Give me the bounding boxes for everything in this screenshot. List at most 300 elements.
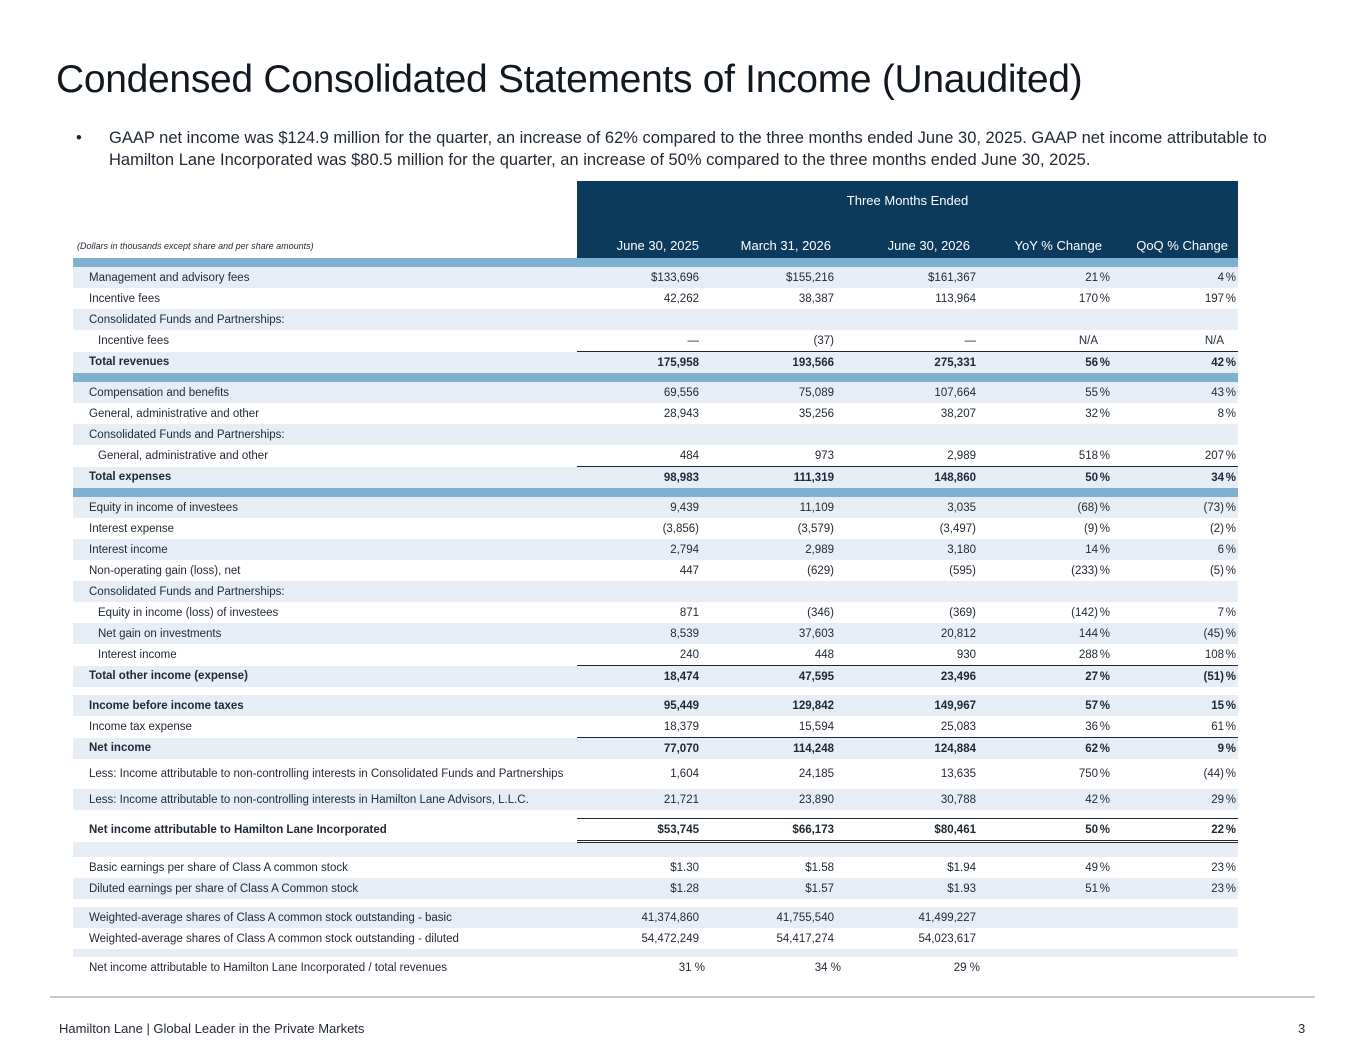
percent-wrap: [1211, 387, 1236, 399]
percent-wrap: [1079, 768, 1110, 780]
units-note: (Dollars in thousands except share and per share amounts): [77, 241, 314, 251]
percent-sign: %: [1099, 793, 1110, 806]
percent-value: 170: [1078, 292, 1098, 305]
value-cell: $1.58: [805, 861, 834, 874]
value-cell: 98,983: [577, 467, 705, 489]
percent-wrap: [1205, 335, 1236, 347]
percent-wrap: [1085, 883, 1110, 895]
row-label: Consolidated Funds and Partnerships:: [73, 581, 577, 602]
value-cell: 38,207: [940, 407, 976, 420]
percent-wrap: [1211, 357, 1236, 369]
percent-wrap: [1205, 450, 1236, 462]
row-label: Interest expense: [89, 522, 175, 535]
yoy-change-cell: [980, 445, 1112, 467]
section-subheader-row: [73, 309, 1238, 330]
value-cell: 973: [814, 449, 834, 462]
table-row: [73, 560, 1238, 581]
percent-wrap: [1085, 408, 1110, 420]
percent-wrap: [1211, 700, 1236, 712]
percent-wrap: [1204, 768, 1236, 780]
value-cell: 8,539: [577, 623, 705, 644]
value-cell: —: [687, 334, 699, 347]
qoq-change-cell: [1112, 907, 1238, 928]
value-cell: 41,499,227: [841, 907, 980, 928]
percent-wrap: [1204, 671, 1236, 683]
percent-value: (9): [1083, 522, 1098, 535]
value-cell: $1.57: [705, 878, 841, 899]
value-cell: (595): [949, 564, 976, 577]
value-cell: 3,035: [841, 497, 980, 518]
value-cell: 23,496: [841, 666, 980, 688]
percent-sign: %: [1225, 606, 1236, 619]
footer-text: Hamilton Lane | Global Leader in the Private Markets: [59, 1021, 365, 1036]
percent-value: (5): [1209, 564, 1224, 577]
row-label: Total other income (expense): [73, 666, 577, 688]
percent-sign: %: [1099, 768, 1110, 780]
row-label: Equity in income (loss) of investees: [98, 606, 279, 619]
qoq-change-cell: [1112, 957, 1238, 978]
table-row: [73, 738, 1238, 760]
table-row: [73, 330, 1238, 352]
percent-value: 56: [1085, 356, 1098, 369]
value-cell: 2,989: [705, 539, 841, 560]
value-cell: 111,319: [705, 467, 841, 489]
percent-value: 288: [1078, 648, 1098, 661]
row-label: Interest income: [98, 648, 177, 661]
section-subheader-row: [73, 581, 1238, 602]
percent-wrap: [1085, 862, 1110, 874]
row-label: Net income attributable to Hamilton Lane Incorporated / total revenues: [89, 961, 447, 974]
percent-value: 29: [1211, 793, 1224, 806]
qoq-change-cell: [1112, 819, 1238, 842]
percent-value: 50: [1085, 471, 1098, 484]
percent-wrap: [1085, 794, 1110, 806]
value-cell: (629): [807, 564, 834, 577]
percent-sign: %: [1225, 648, 1236, 661]
value-cell: 447: [679, 564, 699, 577]
value-cell: 35,256: [798, 407, 834, 420]
yoy-change-cell: [980, 666, 1112, 688]
value-cell: [577, 424, 705, 445]
yoy-change-cell: [980, 288, 1112, 309]
value-cell: $66,173: [705, 819, 841, 842]
percent-sign: %: [1099, 449, 1110, 462]
percent-value: (51): [1203, 670, 1224, 683]
percent-value: (233): [1071, 564, 1098, 577]
qoq-change-cell: [1112, 539, 1238, 560]
row-label: Net gain on investments: [73, 623, 577, 644]
qoq-change-cell: [1112, 309, 1238, 330]
value-cell: $1.28: [577, 878, 705, 899]
value-cell: 113,964: [935, 292, 976, 305]
yoy-change-cell: [980, 267, 1112, 288]
percent-wrap: [1079, 450, 1110, 462]
value-cell: 2,794: [577, 539, 705, 560]
income-statement-table: [73, 181, 1238, 978]
percent-wrap: [1085, 671, 1110, 683]
percent-value: (44): [1203, 768, 1224, 780]
section-band: [73, 373, 1238, 382]
qoq-change-cell: [1112, 644, 1238, 666]
percent-sign: %: [1225, 882, 1236, 895]
spacer-row: [73, 899, 1238, 907]
yoy-change-cell: [980, 581, 1112, 602]
page-number: 3: [1298, 1021, 1306, 1036]
yoy-change-cell: [980, 309, 1112, 330]
percent-wrap: [1210, 523, 1236, 535]
value-cell: 25,083: [940, 720, 976, 733]
summary-bullets: [76, 127, 1326, 171]
yoy-change-cell: [980, 907, 1112, 928]
percent-sign: %: [1225, 720, 1236, 733]
percent-sign: %: [1225, 292, 1236, 305]
value-cell: 77,070: [577, 738, 705, 760]
percent-value: (2): [1209, 522, 1224, 535]
percent-value: N/A: [1204, 334, 1224, 347]
percent-sign: %: [1225, 699, 1236, 712]
percent-sign: %: [1099, 720, 1110, 733]
table-row: [73, 928, 1238, 949]
percent-sign: %: [1225, 793, 1236, 806]
value-cell: 448: [814, 648, 834, 661]
percent-wrap: [1204, 502, 1236, 514]
row-label: Income tax expense: [89, 720, 192, 733]
yoy-change-cell: [980, 857, 1112, 878]
percent-sign: %: [1099, 670, 1110, 683]
row-label: Weighted-average shares of Class A common stock outstanding - diluted: [89, 932, 459, 945]
percent-wrap: [1218, 743, 1236, 755]
value-cell: 69,556: [577, 382, 705, 403]
value-cell: 28,943: [663, 407, 699, 420]
table-row: [73, 602, 1238, 623]
yoy-change-cell: [980, 789, 1112, 810]
percent-value: 32: [1085, 407, 1098, 420]
percent-value: 15: [1211, 699, 1224, 712]
qoq-change-cell: [1112, 467, 1238, 489]
qoq-change-cell: [1112, 497, 1238, 518]
percent-value: 9: [1217, 742, 1224, 755]
bullet-text: GAAP net income was $124.9 million for the quarter, an increase of 62% compared to the three months ended June 30, 2025. GAAP net income attributable to Hamilton Lane Incorporated was $80.5 million for the quarter, an increase of 50% compared to the three months ended June 30, 2025.: [109, 129, 1267, 169]
percent-wrap: [1085, 544, 1110, 556]
percent-wrap: [1218, 544, 1236, 556]
percent-value: 57: [1085, 699, 1098, 712]
yoy-change-cell: [980, 424, 1112, 445]
yoy-change-cell: [980, 759, 1112, 789]
value-cell: $161,367: [841, 267, 980, 288]
row-label: Net income attributable to Hamilton Lane Incorporated: [89, 824, 387, 836]
percent-sign: %: [1225, 670, 1236, 683]
value-cell: 34 %: [814, 961, 841, 974]
percent-sign: [1098, 335, 1110, 347]
percent-sign: [1224, 335, 1236, 347]
column-header: QoQ % Change: [1112, 217, 1238, 258]
percent-wrap: [1205, 293, 1236, 305]
qoq-change-cell: [1112, 738, 1238, 760]
qoq-change-cell: [1112, 581, 1238, 602]
percent-sign: %: [1225, 522, 1236, 535]
value-cell: $80,461: [841, 819, 980, 842]
table-row: [73, 288, 1238, 309]
qoq-change-cell: [1112, 518, 1238, 539]
percent-wrap: [1084, 523, 1110, 535]
value-cell: 54,417,274: [776, 932, 834, 945]
percent-sign: %: [1099, 407, 1110, 420]
table-row: [73, 857, 1238, 878]
percent-value: (68): [1077, 501, 1098, 514]
row-label: Consolidated Funds and Partnerships:: [73, 424, 577, 445]
value-cell: [705, 424, 841, 445]
value-cell: [705, 309, 841, 330]
yoy-change-cell: [980, 738, 1112, 760]
percent-value: 42: [1085, 793, 1098, 806]
percent-sign: %: [1225, 407, 1236, 420]
percent-sign: %: [1225, 861, 1236, 874]
row-label: Less: Income attributable to non-controlling interests in Consolidated Funds and Partnerships: [89, 768, 564, 780]
value-cell: 871: [679, 606, 699, 619]
percent-wrap: [1211, 883, 1236, 895]
spacer-cell: [73, 949, 1238, 957]
value-cell: 193,566: [705, 352, 841, 374]
percent-sign: %: [1225, 271, 1236, 284]
percent-wrap: [1218, 272, 1236, 284]
value-cell: 275,331: [841, 352, 980, 374]
value-cell: (346): [807, 606, 834, 619]
value-cell: [577, 581, 705, 602]
percent-sign: %: [1099, 648, 1110, 661]
row-label: Less: Income attributable to non-controlling interests in Hamilton Lane Advisors, L.L.C.: [73, 789, 577, 810]
spacer-row: [73, 949, 1238, 957]
footer-divider: [50, 996, 1315, 998]
value-cell: $133,696: [577, 267, 705, 288]
table-group-header-row: [73, 181, 1238, 217]
spacer-row: [73, 687, 1238, 695]
row-label: Compensation and benefits: [73, 382, 577, 403]
percent-value: 518: [1078, 449, 1098, 462]
yoy-change-cell: [980, 518, 1112, 539]
percent-sign: %: [1225, 471, 1236, 484]
qoq-change-cell: [1112, 560, 1238, 581]
percent-wrap: [1085, 272, 1110, 284]
value-cell: 107,664: [841, 382, 980, 403]
percent-sign: %: [1225, 627, 1236, 640]
percent-sign: %: [1099, 823, 1110, 836]
table-row: [73, 352, 1238, 374]
value-cell: 484: [679, 449, 699, 462]
yoy-change-cell: [980, 644, 1112, 666]
percent-wrap: [1085, 700, 1110, 712]
percent-value: 207: [1204, 449, 1224, 462]
table-row: [73, 878, 1238, 899]
value-cell: $1.94: [947, 861, 976, 874]
percent-value: 23: [1211, 882, 1224, 895]
percent-value: 36: [1085, 720, 1098, 733]
spacer-cell: [73, 373, 1238, 382]
percent-sign: %: [1225, 386, 1236, 399]
table-row: [73, 445, 1238, 467]
value-cell: 129,842: [705, 695, 841, 716]
percent-wrap: [1211, 794, 1236, 806]
value-cell: 23,890: [705, 789, 841, 810]
percent-wrap: [1085, 721, 1110, 733]
row-label: General, administrative and other: [98, 449, 269, 462]
row-label: Diluted earnings per share of Class A Common stock: [73, 878, 577, 899]
value-cell: $53,745: [577, 819, 705, 842]
percent-wrap: [1079, 628, 1110, 640]
row-label: General, administrative and other: [89, 407, 260, 420]
yoy-change-cell: [980, 497, 1112, 518]
table-row: [73, 267, 1238, 288]
percent-wrap: [1205, 649, 1236, 661]
value-cell: [705, 581, 841, 602]
percent-sign: %: [1225, 768, 1236, 780]
percent-sign: %: [1099, 543, 1110, 556]
yoy-change-cell: [980, 623, 1112, 644]
spacer-row: [73, 810, 1238, 819]
percent-wrap: [1085, 472, 1110, 484]
section-band: [73, 258, 1238, 267]
value-cell: 42,262: [663, 292, 699, 305]
value-cell: 37,603: [705, 623, 841, 644]
value-cell: 148,860: [841, 467, 980, 489]
yoy-change-cell: [980, 602, 1112, 623]
percent-value: 55: [1085, 386, 1098, 399]
value-cell: 2,989: [947, 449, 976, 462]
spacer-cell: [73, 899, 1238, 907]
percent-value: (73): [1203, 501, 1224, 514]
percent-value: 49: [1085, 861, 1098, 874]
percent-sign: %: [1225, 501, 1236, 514]
value-cell: 15,594: [798, 720, 834, 733]
value-cell: 1,604: [670, 768, 699, 780]
yoy-change-cell: [980, 928, 1112, 949]
value-cell: 18,379: [663, 720, 699, 733]
spacer-cell: [73, 687, 1238, 695]
qoq-change-cell: [1112, 445, 1238, 467]
percent-sign: %: [1099, 522, 1110, 535]
qoq-change-cell: [1112, 382, 1238, 403]
table-row: [73, 907, 1238, 928]
column-header: March 31, 2026: [705, 217, 841, 258]
value-cell: 175,958: [577, 352, 705, 374]
yoy-change-cell: [980, 467, 1112, 489]
value-cell: —: [964, 334, 976, 347]
percent-sign: %: [1225, 543, 1236, 556]
value-cell: 54,023,617: [918, 932, 976, 945]
value-cell: [577, 309, 705, 330]
percent-value: 197: [1204, 292, 1224, 305]
page-title: Condensed Consolidated Statements of Income (Unaudited): [56, 58, 1083, 101]
percent-wrap: [1079, 293, 1110, 305]
table-row: [73, 695, 1238, 716]
table-row: [73, 539, 1238, 560]
percent-value: 42: [1211, 356, 1224, 369]
yoy-change-cell: [980, 957, 1112, 978]
percent-wrap: [1079, 649, 1110, 661]
percent-wrap: [1071, 565, 1110, 577]
value-cell: 41,374,860: [577, 907, 705, 928]
value-cell: 30,788: [841, 789, 980, 810]
value-cell: 149,967: [841, 695, 980, 716]
percent-sign: %: [1099, 699, 1110, 712]
row-label: Incentive fees: [98, 334, 169, 347]
value-cell: 930: [956, 648, 976, 661]
percent-value: 51: [1085, 882, 1098, 895]
percent-value: 62: [1085, 742, 1098, 755]
row-label: Weighted-average shares of Class A common stock outstanding - basic: [73, 907, 577, 928]
row-label: Incentive fees: [89, 292, 160, 305]
yoy-change-cell: [980, 403, 1112, 424]
percent-value: 50: [1085, 823, 1098, 836]
value-cell: 13,635: [940, 768, 976, 780]
qoq-change-cell: [1112, 352, 1238, 374]
percent-wrap: [1211, 721, 1236, 733]
percent-value: 34: [1211, 471, 1224, 484]
spacer-row: [73, 842, 1238, 858]
qoq-change-cell: [1112, 789, 1238, 810]
percent-value: 6: [1217, 543, 1224, 556]
row-label: Total expenses: [73, 467, 577, 489]
value-cell: [841, 309, 980, 330]
percent-wrap: [1085, 743, 1110, 755]
row-label: Equity in income of investees: [73, 497, 577, 518]
qoq-change-cell: [1112, 716, 1238, 738]
row-label: Income before income taxes: [73, 695, 577, 716]
value-cell: (3,579): [797, 522, 834, 535]
table-row: [73, 623, 1238, 644]
value-cell: (37): [813, 334, 834, 347]
percent-sign: %: [1099, 292, 1110, 305]
row-label: Interest income: [73, 539, 577, 560]
value-cell: 24,185: [798, 768, 834, 780]
percent-value: 108: [1204, 648, 1224, 661]
percent-value: N/A: [1078, 334, 1098, 347]
value-cell: 38,387: [798, 292, 834, 305]
value-cell: 95,449: [577, 695, 705, 716]
percent-wrap: [1079, 335, 1110, 347]
table-row: [73, 666, 1238, 688]
percent-value: 61: [1211, 720, 1224, 733]
value-cell: 114,248: [705, 738, 841, 760]
value-cell: 18,474: [577, 666, 705, 688]
qoq-change-cell: [1112, 695, 1238, 716]
section-band: [73, 488, 1238, 497]
value-cell: 11,109: [705, 497, 841, 518]
percent-wrap: [1210, 565, 1236, 577]
percent-value: 7: [1217, 606, 1224, 619]
value-cell: 240: [679, 648, 699, 661]
column-header: June 30, 2025: [577, 217, 705, 258]
percent-value: (142): [1071, 606, 1098, 619]
bullet-marker: •: [76, 129, 82, 147]
percent-value: (45): [1203, 627, 1224, 640]
percent-wrap: [1085, 357, 1110, 369]
percent-sign: %: [1225, 564, 1236, 577]
spacer-cell: [73, 488, 1238, 497]
yoy-change-cell: [980, 539, 1112, 560]
percent-sign: %: [1099, 627, 1110, 640]
percent-value: 22: [1211, 823, 1224, 836]
group-header: Three Months Ended: [577, 181, 1238, 217]
percent-wrap: [1211, 824, 1236, 836]
percent-sign: %: [1099, 386, 1110, 399]
percent-sign: %: [1099, 501, 1110, 514]
yoy-change-cell: [980, 330, 1112, 352]
percent-sign: %: [1099, 564, 1110, 577]
percent-wrap: [1078, 502, 1110, 514]
qoq-change-cell: [1112, 759, 1238, 789]
value-cell: 41,755,540: [705, 907, 841, 928]
spacer-cell: [73, 258, 1238, 267]
